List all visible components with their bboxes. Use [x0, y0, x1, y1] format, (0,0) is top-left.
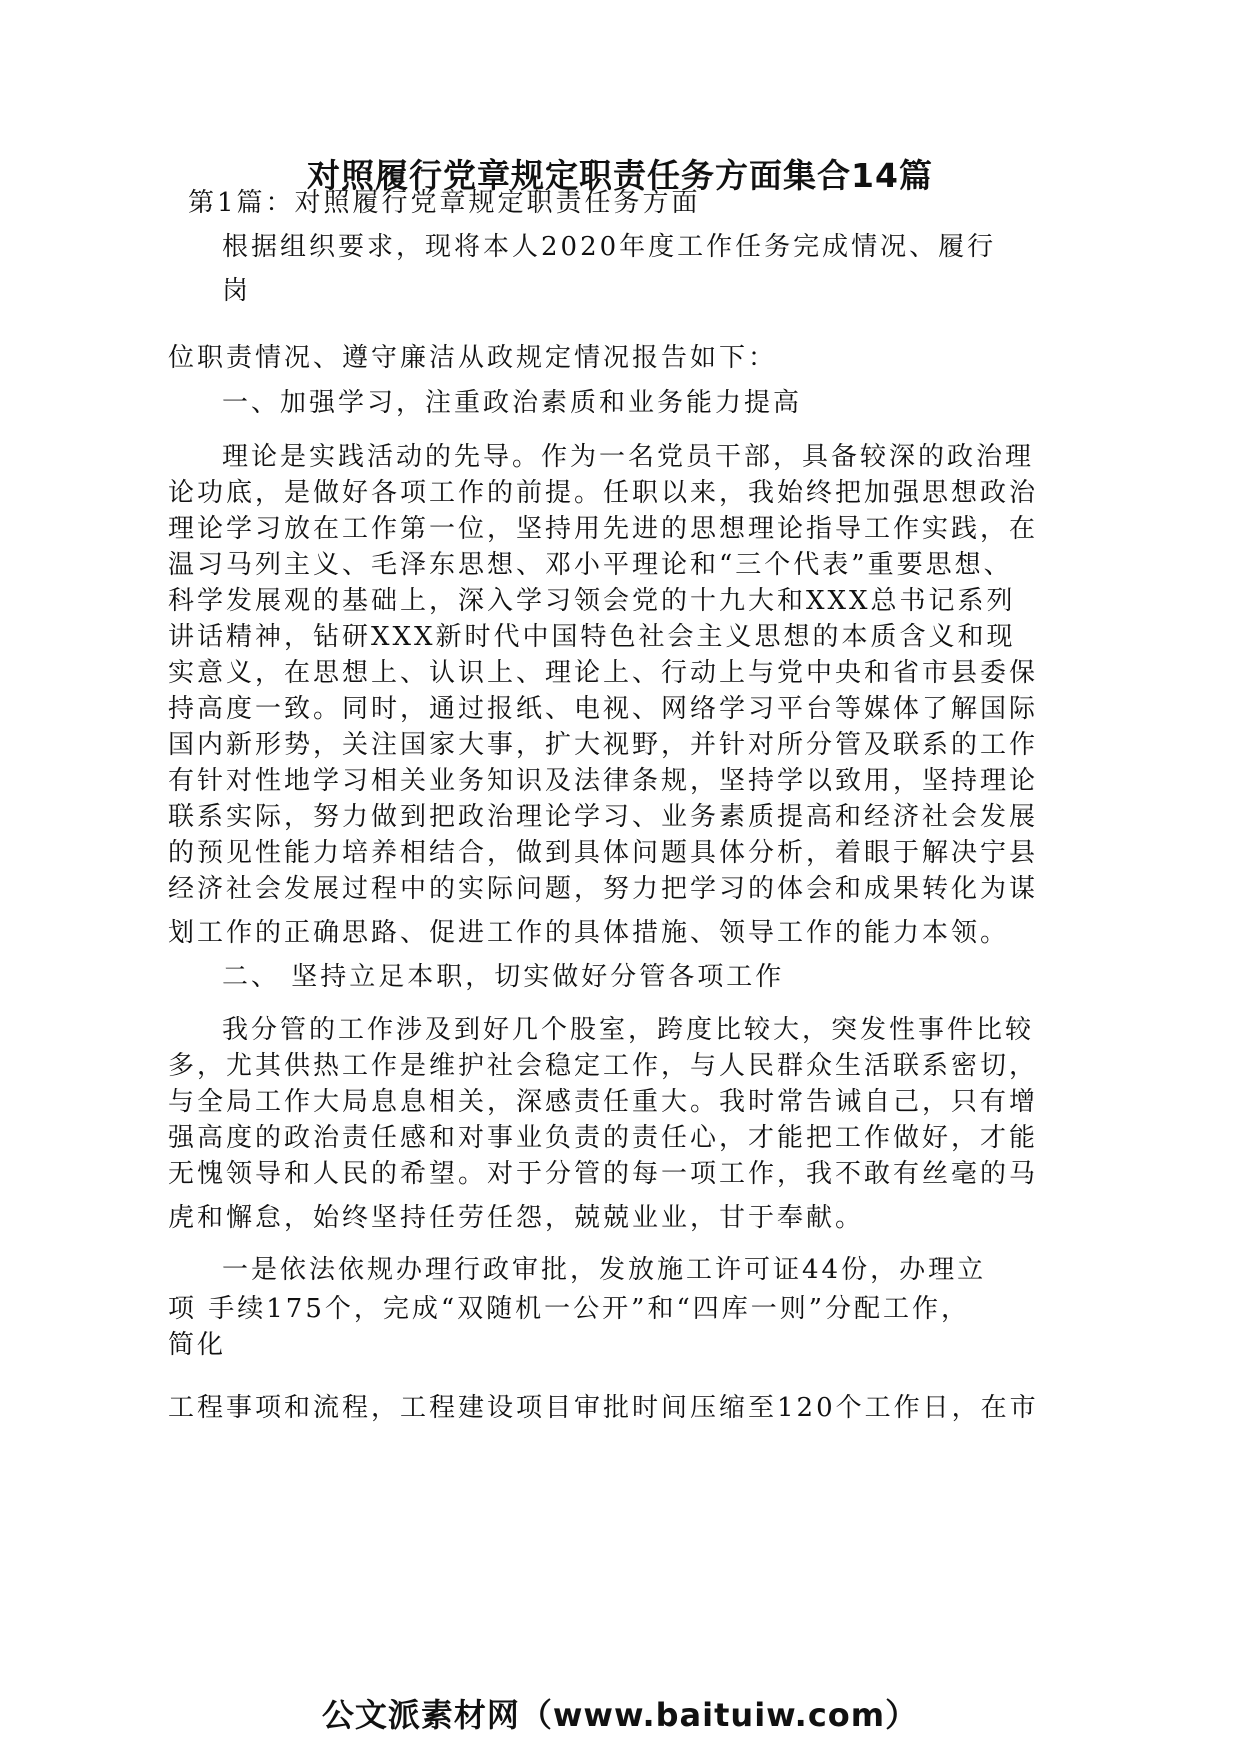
text-line: 实意义，在思想上、认识上、理论上、行动上与党中央和省市县委保 — [168, 658, 1039, 688]
section-heading-1: 第1篇：对照履行党章规定职责任务方面 — [188, 188, 701, 218]
text-line: 岗 — [222, 276, 252, 306]
text-line: 经济社会发展过程中的实际问题，努力把学习的体会和成果转化为谋 — [168, 874, 1039, 904]
text-line: 温习马列主义、毛泽东思想、邓小平理论和“三个代表”重要思想、 — [168, 550, 1013, 580]
text-line: 强高度的政治责任感和对事业负责的责任心，才能把工作做好，才能 — [168, 1123, 1039, 1153]
text-line: 论功底，是做好各项工作的前提。任职以来，我始终把加强思想政治 — [168, 478, 1039, 508]
text-line: 虎和懈怠，始终坚持任劳任怨，兢兢业业，甘于奉献。 — [168, 1203, 865, 1233]
text-line: 项 手续175个，完成“双随机一公开”和“四库一则”分配工作， — [168, 1294, 971, 1324]
text-line: 持高度一致。同时，通过报纸、电视、网络学习平台等媒体了解国际 — [168, 694, 1039, 724]
text-line: 理论是实践活动的先导。作为一名党员干部，具备较深的政治理 — [222, 442, 1035, 472]
text-line: 简化 — [168, 1330, 227, 1360]
text-line: 讲话精神，钻研XXX新时代中国特色社会主义思想的本质含义和现 — [168, 622, 1016, 652]
text-line: 联系实际，努力做到把政治理论学习、业务素质提高和经济社会发展 — [168, 802, 1039, 832]
text-line: 我分管的工作涉及到好几个股室，跨度比较大，突发性事件比较 — [222, 1015, 1035, 1045]
subheading-1: 一、加强学习，注重政治素质和业务能力提高 — [222, 388, 803, 418]
text-line: 理论学习放在工作第一位，坚持用先进的思想理论指导工作实践，在 — [168, 514, 1039, 544]
footer-watermark: 公文派素材网（www.baituiw.com） — [321, 1696, 919, 1734]
text-line: 与全局工作大局息息相关，深感责任重大。我时常告诫自己，只有增 — [168, 1087, 1039, 1117]
text-line: 多，尤其供热工作是维护社会稳定工作，与人民群众生活联系密切， — [168, 1051, 1039, 1081]
text-line: 的预见性能力培养相结合，做到具体问题具体分析，着眼于解决宁县 — [168, 838, 1039, 868]
subheading-2: 二、 坚持立足本职，切实做好分管各项工作 — [222, 962, 785, 992]
text-line: 国内新形势，关注国家大事，扩大视野，并针对所分管及联系的工作 — [168, 730, 1039, 760]
text-line: 根据组织要求，现将本人2020年度工作任务完成情况、履行 — [222, 232, 997, 262]
text-line: 位职责情况、遵守廉洁从政规定情况报告如下： — [168, 343, 778, 373]
text-line: 工程事项和流程，工程建设项目审批时间压缩至120个工作日，在市 — [168, 1393, 1039, 1423]
document-title: 对照履行党章规定职责任务方面集合14篇 — [307, 156, 933, 195]
text-line: 一是依法依规办理行政审批，发放施工许可证44份，办理立 — [222, 1255, 987, 1285]
text-line: 划工作的正确思路、促进工作的具体措施、领导工作的能力本领。 — [168, 918, 1010, 948]
text-line: 科学发展观的基础上，深入学习领会党的十九大和XXX总书记系列 — [168, 586, 1016, 616]
text-line: 无愧领导和人民的希望。对于分管的每一项工作，我不敢有丝毫的马 — [168, 1159, 1039, 1189]
text-line: 有针对性地学习相关业务知识及法律条规，坚持学以致用，坚持理论 — [168, 766, 1039, 796]
